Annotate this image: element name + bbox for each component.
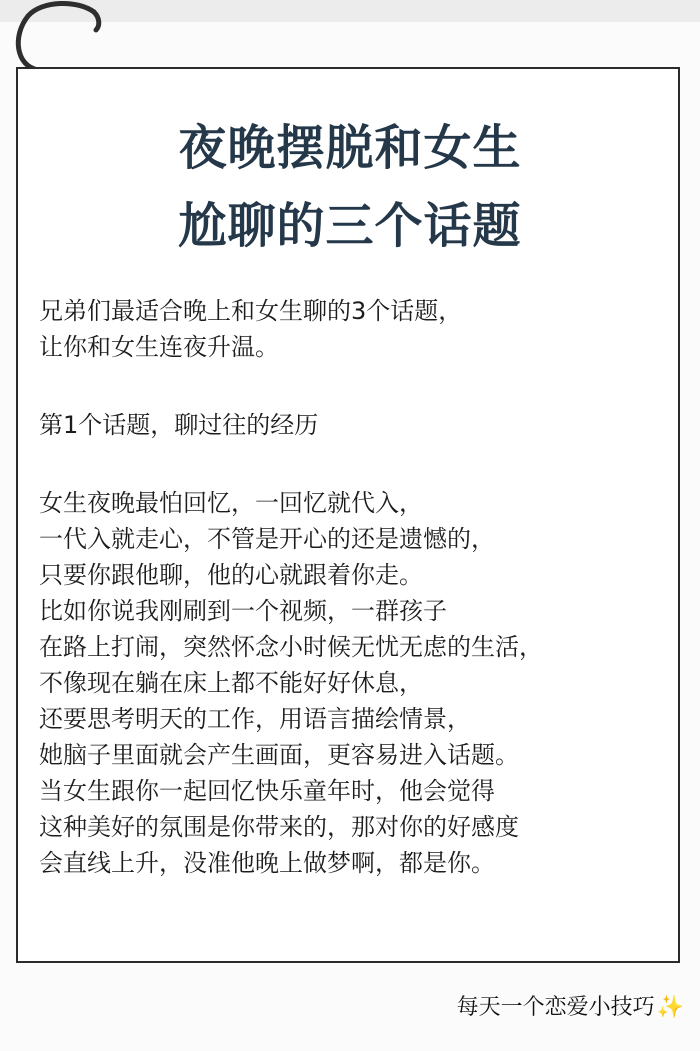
top-bar — [0, 0, 700, 22]
intro-line-1: 兄弟们最适合晚上和女生聊的3个话题， — [39, 297, 463, 325]
paragraph-line: 女生夜晚最怕回忆，一回忆就代入， — [39, 489, 423, 517]
paragraph-line: 会直线上升，没准他晚上做梦啊，都是你。 — [39, 849, 495, 877]
paragraph-line: 不像现在躺在床上都不能好好休息， — [39, 669, 423, 697]
paragraph-line: 还要思考明天的工作，用语言描绘情景， — [39, 705, 471, 733]
paragraph-line: 比如你说我刚刷到一个视频，一群孩子 — [39, 597, 447, 625]
footer-caption — [457, 993, 684, 1023]
paragraph-line: 她脑子里面就会产生画面，更容易进入话题。 — [39, 741, 519, 769]
note-card — [16, 67, 680, 963]
spacer — [39, 365, 669, 407]
topic-heading: 第1个话题，聊过往的经历 — [39, 411, 319, 439]
title-line-2: 尬聊的三个话题 — [178, 198, 522, 254]
footer-text: 每天一个恋爱小技巧 — [456, 995, 655, 1020]
paragraph-line: 一代入就走心，不管是开心的还是遗憾的， — [39, 525, 495, 553]
intro-line-2: 让你和女生连夜升温。 — [39, 333, 279, 361]
paragraph-line: 当女生跟你一起回忆快乐童年时，他会觉得 — [39, 777, 495, 805]
title-line-1: 夜晚摆脱和女生 — [178, 120, 522, 176]
page-title — [18, 109, 682, 265]
spacer — [39, 443, 669, 485]
article-body — [39, 293, 669, 881]
paragraph-line: 在路上打闹，突然怀念小时候无忧无虑的生活， — [39, 633, 543, 661]
paragraph-line: 只要你跟他聊，他的心就跟着你走。 — [39, 561, 423, 589]
paragraph-line: 这种美好的氛围是你带来的，那对你的好感度 — [39, 813, 519, 841]
sparkles-icon: ✨ — [656, 995, 684, 1020]
